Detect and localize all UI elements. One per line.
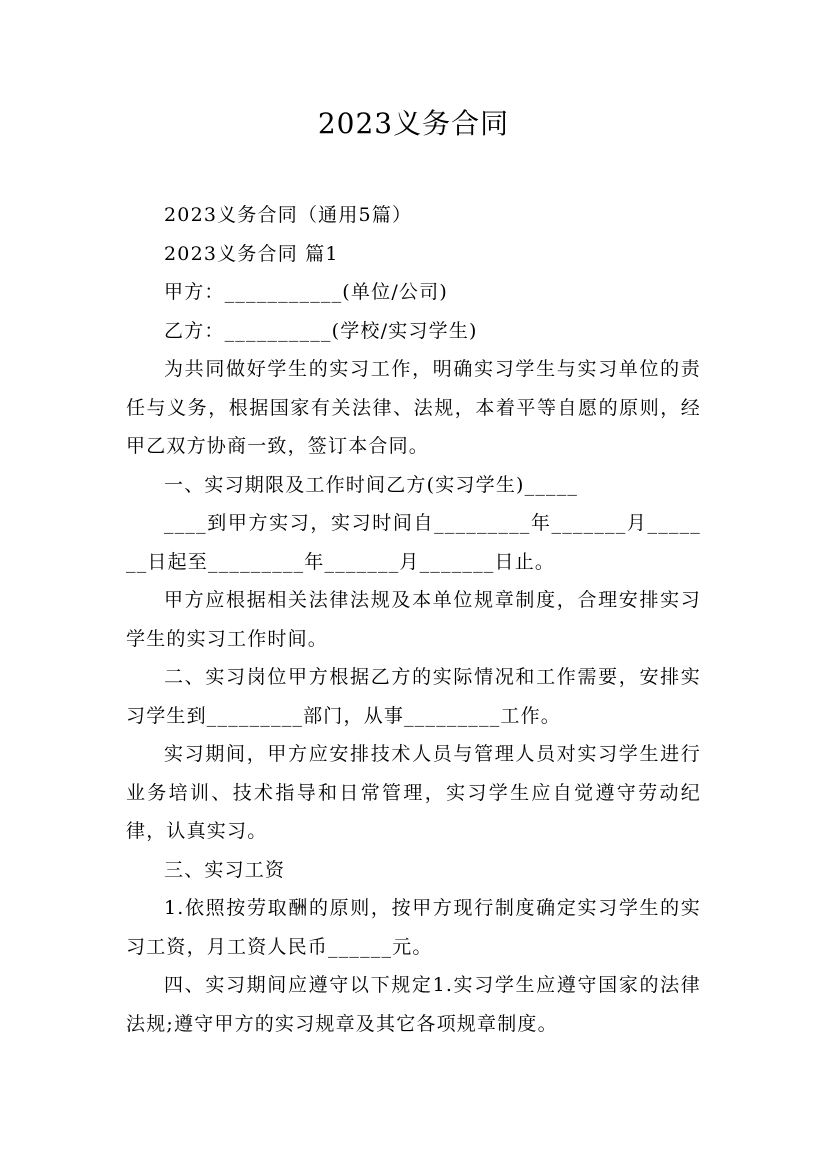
paragraph-section-heading: 2023义务合同 篇1 [164,242,339,265]
paragraph-purpose: 为共同做好学生的实习工作，明确实习学生与实习单位的责任与义务，根据国家有关法律、法规，本着平等自愿的原则，经甲乙双方协商一致，签订本合同。 [126,358,701,457]
document-title: 2023义务合同 [317,107,510,140]
paragraph-subtitle: 2023义务合同（通用5篇） [164,204,413,226]
paragraph-clause-3-wage: 1.依照按劳取酬的原则，按甲方现行制度确定实习学生的实习工资，月工资人民币______元。 [126,897,701,958]
paragraph-clause-2-training: 实习期间，甲方应安排技术人员与管理人员对实习学生进行业务培训、技术指导和日常管理，实习学生应自觉遵守劳动纪律，认真实习。 [126,743,701,842]
paragraph-clause-1-hours: 甲方应根据相关法律法规及本单位规章制度，合理安排实习学生的实习工作时间。 [126,589,701,650]
paragraph-clause-4-rules: 四、实习期间应遵守以下规定1.实习学生应遵守国家的法律法规;遵守甲方的实习规章及其它各项规章制度。 [126,974,701,1035]
paragraph-party-a: 甲方：___________(单位/公司) [164,281,448,303]
paragraph-clause-1-period: ____到甲方实习，实习时间自_________年_______月_______日起至_________年_______月_______日止。 [126,512,701,573]
document-body [126,196,701,1043]
paragraph-party-b: 乙方：__________(学校/实习学生) [164,319,478,342]
paragraph-clause-2-position: 二、实习岗位甲方根据乙方的实际情况和工作需要，安排实习学生到_________部门，从事_________工作。 [126,666,701,727]
paragraph-clause-3-heading: 三、实习工资 [164,858,286,881]
paragraph-clause-1-heading: 一、实习期限及工作时间乙方(实习学生)_____ [164,473,579,496]
